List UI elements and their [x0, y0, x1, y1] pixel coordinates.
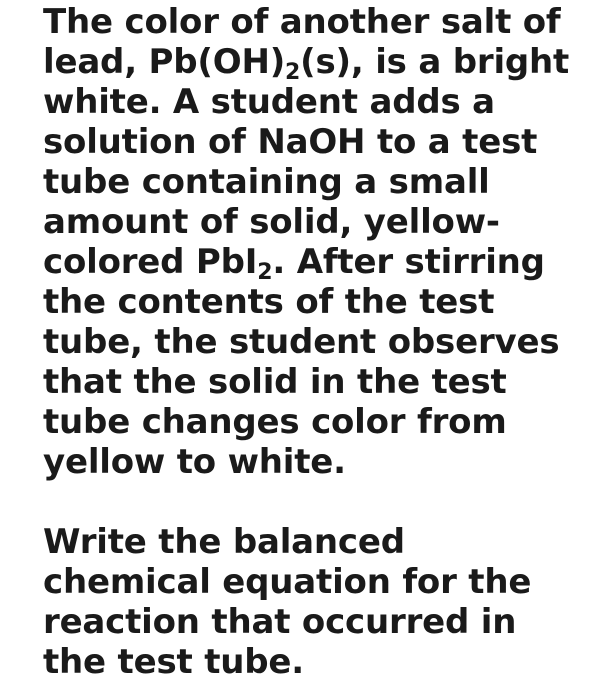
text-line: yellow to white.	[43, 442, 346, 482]
text-segment: lead, Pb(OH)	[43, 42, 286, 82]
text-segment: colored PbI	[43, 242, 258, 282]
text-segment: (s), is a bright	[300, 42, 570, 82]
text-line: tube containing a small	[43, 162, 490, 202]
text-line	[43, 42, 583, 85]
text-line: reaction that occurred in	[43, 602, 517, 642]
question-prompt	[43, 522, 583, 682]
text-line	[43, 242, 583, 285]
text-line: the test tube.	[43, 642, 304, 682]
subscript: 2	[285, 60, 301, 85]
text-line: Write the balanced	[43, 522, 405, 562]
problem-statement	[43, 2, 583, 482]
text-line: chemical equation for the	[43, 562, 532, 602]
text-line: amount of solid, yellow-	[43, 202, 500, 242]
text-line: tube, the student observes	[43, 322, 560, 362]
subscript: 2	[257, 260, 273, 285]
text-segment: . After stirring	[272, 242, 545, 282]
text-line: white. A student adds a	[43, 82, 495, 122]
text-line: tube changes color from	[43, 402, 507, 442]
text-line: the contents of the test	[43, 282, 495, 322]
text-line: solution of NaOH to a test	[43, 122, 538, 162]
text-line: The color of another salt of	[43, 2, 561, 42]
text-line: that the solid in the test	[43, 362, 507, 402]
